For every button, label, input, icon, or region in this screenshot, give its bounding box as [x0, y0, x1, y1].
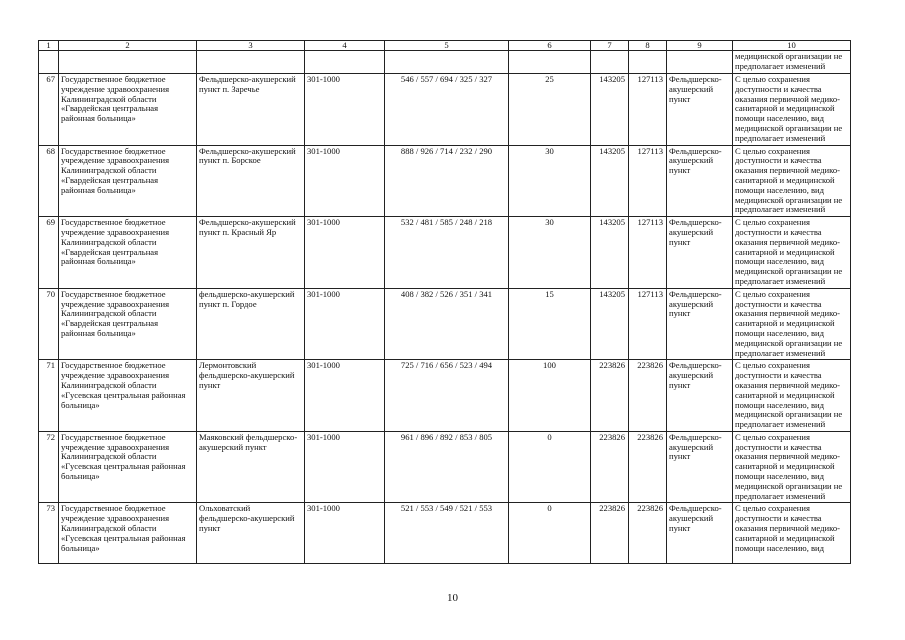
distance-value: 30 [509, 217, 591, 289]
table-body [39, 51, 851, 564]
code-range: 301-1000 [305, 360, 385, 432]
column-8-value: 223826 [629, 360, 667, 432]
column-7-value: 143205 [591, 288, 629, 360]
column-8-value: 127113 [629, 288, 667, 360]
column-8-value: 223826 [629, 503, 667, 564]
column-7-value: 143205 [591, 217, 629, 289]
organization-name: Государственное бюджетное учреждение здравоохранения Калининградской области «Гусевская центральная районная больница» [59, 503, 197, 564]
column-7-value: 223826 [591, 431, 629, 503]
page-number: 10 [447, 592, 458, 604]
facility-type: Фельдшерско-акушерский пункт [667, 431, 733, 503]
visit-counts: 725 / 716 / 656 / 523 / 494 [385, 360, 509, 432]
unit-name: Лермонтовский фельдшерско-акушерский пункт [197, 360, 305, 432]
table-row [39, 217, 851, 289]
distance-value: 25 [509, 74, 591, 146]
organization-name: Государственное бюджетное учреждение здравоохранения Калининградской области «Гвардейская центральная районная больница» [59, 217, 197, 289]
table-row [39, 288, 851, 360]
distance-value: 30 [509, 145, 591, 217]
facility-type: Фельдшерско-акушерский пункт [667, 503, 733, 564]
distance-value: 100 [509, 360, 591, 432]
row-number: 71 [39, 360, 59, 432]
row-number: 68 [39, 145, 59, 217]
unit-name: Фельдшерско-акушерский пункт п. Заречье [197, 74, 305, 146]
header-cell-8: 8 [629, 41, 667, 51]
header-cell-4: 4 [305, 41, 385, 51]
visit-counts: 546 / 557 / 694 / 325 / 327 [385, 74, 509, 146]
header-cell-10: 10 [733, 41, 851, 51]
note-text: С целью сохранения доступности и качества оказания первичной медико-санитарной и медицинской помощи населению, вид медицинской организации не предполагает изменений [733, 288, 851, 360]
table-row-continuation [39, 51, 851, 74]
header-cell-6: 6 [509, 41, 591, 51]
table-header-row [39, 41, 851, 51]
note-text: С целью сохранения доступности и качества оказания первичной медико-санитарной и медицинской помощи населению, вид [733, 503, 851, 564]
row-number: 70 [39, 288, 59, 360]
table-row [39, 360, 851, 432]
organization-name: Государственное бюджетное учреждение здравоохранения Калининградской области «Гвардейская центральная районная больница» [59, 145, 197, 217]
unit-name: Маяковский фельдшерско-акушерский пункт [197, 431, 305, 503]
facility-type: Фельдшерско-акушерский пункт [667, 360, 733, 432]
unit-name: Ольховатский фельдшерско-акушерский пункт [197, 503, 305, 564]
visit-counts: 532 / 481 / 585 / 248 / 218 [385, 217, 509, 289]
organization-name: Государственное бюджетное учреждение здравоохранения Калининградской области «Гвардейская центральная районная больница» [59, 74, 197, 146]
distance-value: 15 [509, 288, 591, 360]
visit-counts: 521 / 553 / 549 / 521 / 553 [385, 503, 509, 564]
column-7-value: 143205 [591, 145, 629, 217]
facility-type: Фельдшерско-акушерский пункт [667, 145, 733, 217]
table-row [39, 431, 851, 503]
header-cell-9: 9 [667, 41, 733, 51]
visit-counts: 408 / 382 / 526 / 351 / 341 [385, 288, 509, 360]
table-row [39, 145, 851, 217]
code-range: 301-1000 [305, 217, 385, 289]
facility-type: Фельдшерско-акушерский пункт [667, 288, 733, 360]
row-number: 73 [39, 503, 59, 564]
column-7-value: 223826 [591, 360, 629, 432]
note-text: С целью сохранения доступности и качества оказания первичной медико-санитарной и медицинской помощи населению, вид медицинской организации не предполагает изменений [733, 145, 851, 217]
column-8-value: 127113 [629, 145, 667, 217]
organization-name: Государственное бюджетное учреждение здравоохранения Калининградской области «Гвардейская центральная районная больница» [59, 288, 197, 360]
visit-counts: 888 / 926 / 714 / 232 / 290 [385, 145, 509, 217]
header-cell-7: 7 [591, 41, 629, 51]
facilities-table [38, 40, 851, 564]
header-cell-1: 1 [39, 41, 59, 51]
note-text: С целью сохранения доступности и качества оказания первичной медико-санитарной и медицинской помощи населению, вид медицинской организации не предполагает изменений [733, 431, 851, 503]
facility-type: Фельдшерско-акушерский пункт [667, 217, 733, 289]
unit-name: Фельдшерско-акушерский пункт п. Борское [197, 145, 305, 217]
row-number: 69 [39, 217, 59, 289]
document-page [38, 40, 850, 564]
column-8-value: 127113 [629, 74, 667, 146]
unit-name: Фельдшерско-акушерский пункт п. Красный Яр [197, 217, 305, 289]
continuation-note: медицинской организации не предполагает изменений [733, 51, 851, 74]
column-8-value: 127113 [629, 217, 667, 289]
code-range: 301-1000 [305, 145, 385, 217]
unit-name: фельдшерско-акушерский пункт п. Гордое [197, 288, 305, 360]
facility-type: Фельдшерско-акушерский пункт [667, 74, 733, 146]
organization-name: Государственное бюджетное учреждение здравоохранения Калининградской области «Гусевская центральная районная больница» [59, 360, 197, 432]
code-range: 301-1000 [305, 431, 385, 503]
note-text: С целью сохранения доступности и качества оказания первичной медико-санитарной и медицинской помощи населению, вид медицинской организации не предполагает изменений [733, 74, 851, 146]
header-cell-2: 2 [59, 41, 197, 51]
header-cell-5: 5 [385, 41, 509, 51]
row-number: 67 [39, 74, 59, 146]
column-7-value: 143205 [591, 74, 629, 146]
table-row [39, 74, 851, 146]
note-text: С целью сохранения доступности и качества оказания первичной медико-санитарной и медицинской помощи населению, вид медицинской организации не предполагает изменений [733, 217, 851, 289]
code-range: 301-1000 [305, 74, 385, 146]
distance-value: 0 [509, 503, 591, 564]
note-text: С целью сохранения доступности и качества оказания первичной медико-санитарной и медицинской помощи населению, вид медицинской организации не предполагает изменений [733, 360, 851, 432]
visit-counts: 961 / 896 / 892 / 853 / 805 [385, 431, 509, 503]
column-7-value: 223826 [591, 503, 629, 564]
organization-name: Государственное бюджетное учреждение здравоохранения Калининградской области «Гусевская центральная районная больница» [59, 431, 197, 503]
header-cell-3: 3 [197, 41, 305, 51]
code-range: 301-1000 [305, 288, 385, 360]
code-range: 301-1000 [305, 503, 385, 564]
column-8-value: 223826 [629, 431, 667, 503]
table-row [39, 503, 851, 564]
distance-value: 0 [509, 431, 591, 503]
row-number: 72 [39, 431, 59, 503]
